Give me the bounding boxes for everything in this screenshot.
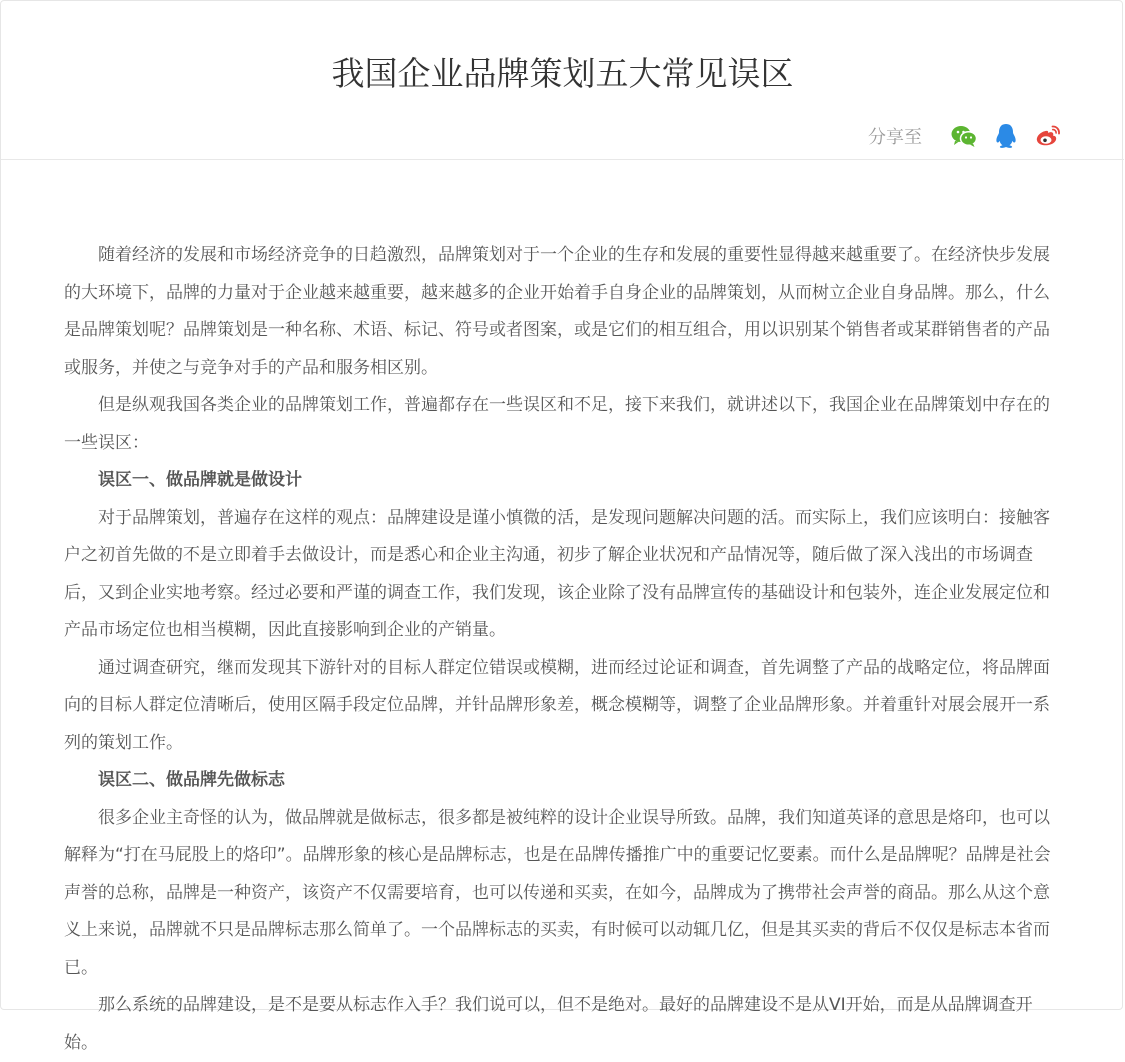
article-title: 我国企业品牌策划五大常见误区 — [331, 54, 794, 93]
share-bar — [868, 121, 1062, 151]
paragraph: 但是纵观我国各类企业的品牌策划工作，普遍都存在一些误区和不足，接下来我们，就讲述以下，我国企业在品牌策划中存在的一些误区： — [64, 395, 1050, 453]
paragraph: 很多企业主奇怪的认为，做品牌就是做标志，很多都是被纯粹的设计企业误导所致。品牌，我们知道英译的意思是烙印，也可以解释为“打在马屁股上的烙印”。品牌形象的核心是品牌标志，也是在品牌传播推广中的重要记忆要素。而什么是品牌呢？品牌是社会声誉的总称，品牌是一种资产，该资产不仅需要培育，也可以传递和买卖，在如今，品牌成为了携带社会声誉的商品。那么从这个意义上来说，品牌就不只是品牌标志那么简单了。一个品牌标志的买卖，有时候可以动辄几亿，但是其买卖的背后不仅仅是标志本省而已。 — [64, 807, 1051, 978]
section-heading: 误区二、做品牌先做标志 — [98, 770, 285, 790]
share-label: 分享至 — [868, 127, 922, 148]
weibo-icon[interactable] — [1034, 122, 1062, 150]
paragraph: 对于品牌策划，普遍存在这样的观点：品牌建设是谨小慎微的活，是发现问题解决问题的活。而实际上，我们应该明白：接触客户之初首先做的不是立即着手去做设计，而是悉心和企业主沟通，初步了解企业状况和产品情况等，随后做了深入浅出的市场调查后，又到企业实地考察。经过必要和严谨的调查工作，我们发现，该企业除了没有品牌宣传的基础设计和包装外，连企业发展定位和产品市场定位也相当模糊，因此直接影响到企业的产销量。 — [64, 507, 1050, 640]
qq-icon[interactable] — [992, 122, 1020, 150]
article-header — [1, 1, 1124, 160]
paragraph: 通过调查研究，继而发现其下游针对的目标人群定位错误或模糊，进而经过论证和调查，首先调整了产品的战略定位，将品牌面向的目标人群定位清晰后，使用区隔手段定位品牌，并针品牌形象差，概念模糊等，调整了企业品牌形象。并着重针对展会展开一系列的策划工作。 — [64, 657, 1050, 753]
section-heading: 误区一、做品牌就是做设计 — [98, 470, 302, 490]
article-body — [64, 237, 1064, 1062]
wechat-icon[interactable] — [950, 122, 978, 150]
paragraph: 随着经济的发展和市场经济竞争的日趋激烈，品牌策划对于一个企业的生存和发展的重要性显得越来越重要了。在经济快步发展的大环境下，品牌的力量对于企业越来越重要，越来越多的企业开始着手自身企业的品牌策划，从而树立企业自身品牌。那么，什么是品牌策划呢？品牌策划是一种名称、术语、标记、符号或者图案，或是它们的相互组合，用以识别某个销售者或某群销售者的产品或服务，并使之与竞争对手的产品和服务相区别。 — [64, 245, 1050, 378]
paragraph: 那么系统的品牌建设，是不是要从标志作入手？我们说可以，但不是绝对。最好的品牌建设不是从VI开始，而是从品牌调查开始。 — [64, 995, 1033, 1053]
